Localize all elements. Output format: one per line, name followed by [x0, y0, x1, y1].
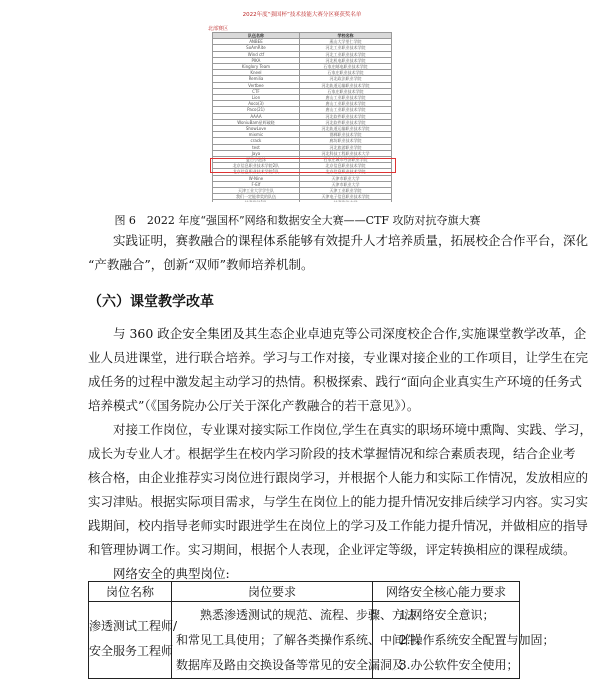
- award-school-name: 河北工业职业技术学院: [299, 45, 391, 51]
- paragraph-line: 践期间，校内指导老师实时跟进学生在岗位上的学习及工作能力提升情况，并做相应的指导: [88, 518, 589, 533]
- award-team-name: PIKA: [213, 57, 300, 63]
- award-list-column-team: 队伍名称: [213, 33, 300, 39]
- award-team-name: ShowLove: [213, 126, 300, 132]
- award-school-name: 燕山大学里仁学院: [299, 39, 391, 45]
- paragraph-line: 与 360 政企安全集团及其生态企业卓迪克等公司深度校企合作,实施课堂教学改革，企: [113, 326, 587, 341]
- job-table-header-row: [89, 582, 520, 602]
- award-team-name: 我们一定能拿奖的队伍: [213, 194, 300, 200]
- award-school-name: 天津工业职业学院: [299, 188, 391, 194]
- paragraph-job-docking: [88, 418, 592, 586]
- paragraph-line: 培养模式”（《国务院办公厅关于深化产教融合的若干意见》）。: [88, 398, 420, 413]
- award-team-name: 北京信息职业技术学院2队: [213, 163, 300, 169]
- award-school-name: 河北轨道运输职业技术学院: [299, 126, 391, 132]
- award-team-name: Remilia: [213, 76, 300, 82]
- paragraph-line: 对接工作岗位，专业课对接实际工作岗位,学生在真实的职场环境中熏陶、实践、学习，: [113, 422, 592, 437]
- award-list-row: [213, 200, 392, 202]
- award-team-name: crack: [213, 138, 300, 144]
- award-school-name: 石家庄邮电职业技术学院: [299, 64, 391, 70]
- award-school-name: 唐山工业职业技术学院: [299, 107, 391, 113]
- paragraph-line: 业人员进课堂，进行联合培养。学习与工作对接，专业课对接企业的工作项目，让学生在完: [88, 350, 589, 365]
- award-team-name: AAAA: [213, 113, 300, 119]
- highlight-box: [210, 158, 396, 173]
- job-requirement-line: 数据库及路由交换设备等常见的安全漏洞及: [176, 658, 405, 672]
- paragraph-line: “产教融合”，创新“双师”教师培养机制。: [88, 257, 314, 272]
- award-school-name: 石家庄职业技术学院: [299, 70, 391, 76]
- job-positions-table: [88, 581, 555, 679]
- award-school-name: 河北机电职业技术学院: [299, 57, 391, 63]
- paragraph-line: 网络安全的典型岗位:: [113, 566, 230, 581]
- award-school-name: 北京信息职业技术学院: [299, 169, 391, 175]
- award-team-name: Lion: [213, 95, 300, 101]
- award-school-name: 廊坊职业技术学院: [299, 138, 391, 144]
- job-requirement-line: 和常见工具使用；了解各类操作系统、中间件、: [176, 633, 429, 647]
- award-list-body: [213, 39, 392, 202]
- job-skill-line: 1.网络安全意识；: [399, 608, 495, 622]
- award-team-name: WoniuBam星辉破晓: [213, 119, 300, 125]
- award-school-name: 河北旅游职业学院: [299, 144, 391, 150]
- award-school-name: 天津电子信息职业技术学院: [299, 194, 391, 200]
- paragraph-line: 成任务的过程中激发起主动学习的热情。积极探索、践行“面向企业真实生产环境的任务式: [88, 374, 582, 389]
- award-team-name: Vertbee: [213, 82, 300, 88]
- award-team-name: 夏日小泡沫: [213, 157, 300, 163]
- award-school-name: 河北轨道运输职业技术学院: [299, 82, 391, 88]
- award-team-name: ANBEE: [213, 39, 300, 45]
- award-school-name: 河北工业职业技术学院: [299, 51, 391, 57]
- award-team-name: 北京信息职业技术学院1队: [213, 169, 300, 175]
- award-list-table: [212, 32, 392, 202]
- award-team-name: Aoco(3): [213, 101, 300, 107]
- award-school-name: 天津市职业大学: [299, 181, 391, 187]
- job-requirement-line: 熟悉渗透测试的规范、流程、步骤、方法: [200, 608, 417, 622]
- award-school-name: 唐山工业职业技术学院: [299, 95, 391, 101]
- award-school-name: 北京信息职业技术学院: [299, 163, 391, 169]
- job-name-cell: [89, 602, 178, 679]
- paragraph-line: 实习津贴。根据实际项目需求，与学生在岗位上的能力提升情况安排后续学习内容。实习实: [88, 494, 589, 509]
- award-school-name: 河北科技工程职业技术大学: [299, 150, 391, 156]
- job-name-line: 渗透测试工程师/: [89, 619, 178, 633]
- job-name-line: 安全服务工程师: [89, 644, 174, 658]
- section-heading: （六）课堂教学改革: [88, 294, 214, 310]
- award-school-name: 唐山工业职业技术学院: [299, 101, 391, 107]
- paragraph-line: 和管理协调工作。实习期间，根据个人表现，企业评定等级，评定转换相应的课程成绩。: [88, 542, 576, 557]
- award-team-name: Kinglory Team: [213, 64, 300, 70]
- award-team-name: CTF: [213, 88, 300, 94]
- award-school-name: 河北政法职业学院: [299, 76, 391, 82]
- paragraph-line: 成长为专业人才。根据学生在校内学习阶段的技术掌握情况和综合素质表现，结合企业考: [88, 446, 576, 461]
- award-school-name: 天津市职业大学: [299, 175, 391, 181]
- paragraph-practice: [88, 229, 589, 277]
- figure-header: 2022年度“强国杯”技术技能大赛分区赛获奖名单: [242, 12, 362, 18]
- table-row: [89, 602, 520, 679]
- award-team-name: Kneel: [213, 70, 300, 76]
- award-team-name: W-Nine: [213, 175, 300, 181]
- award-school-name: 河北软件职业技术学院: [299, 119, 391, 125]
- job-skill-line: 3.办公软件安全使用；: [399, 658, 519, 672]
- award-school-name: 河北软件职业技术学院: [299, 113, 391, 119]
- award-team-name: Paco(21): [213, 107, 300, 113]
- award-team-name: Jaya: [213, 150, 300, 156]
- job-skill-line: 2.操作系统安全配置与加固；: [399, 633, 555, 647]
- award-school-name: [299, 200, 391, 202]
- award-team-name: [213, 200, 300, 202]
- award-team-name: Wind ctf: [213, 51, 300, 57]
- award-list-figure: [198, 2, 406, 202]
- award-team-name: test: [213, 144, 300, 150]
- paragraph-line: 实践证明，赛教融合的课程体系能够有效提升人才培养质量，拓展校企合作平台，深化: [113, 233, 589, 248]
- award-list-column-school: 学校名称: [299, 33, 391, 39]
- figure-division-label: 北部赛区: [208, 26, 229, 32]
- award-team-name: mixmic: [213, 132, 300, 138]
- job-table-header-requirements: 岗位要求: [172, 582, 373, 602]
- paragraph-line: 核合格，由企业推荐实习岗位进行跟岗学习，并根据个人能力和实际工作情况，发放相应的: [88, 470, 589, 485]
- award-school-name: 石家庄城市经济职业学院: [299, 157, 391, 163]
- award-team-name: 天津工业大学学生队: [213, 188, 300, 194]
- job-requirements-cell: [172, 602, 429, 679]
- job-table-header-name: 岗位名称: [89, 582, 172, 602]
- award-school-name: 邯郸职业技术学院: [299, 132, 391, 138]
- paragraph-cooperation: [88, 322, 589, 418]
- award-school-name: 石家庄职业技术学院: [299, 88, 391, 94]
- figure-caption: 图 6 2022 年度“强国杯”网络和数据安全大赛——CTF 攻防对抗夺旗大赛: [114, 214, 481, 227]
- award-team-name: SoAmRite: [213, 45, 300, 51]
- award-team-name: F-Elf: [213, 181, 300, 187]
- job-table-header-skills: 网络安全核心能力要求: [373, 582, 520, 602]
